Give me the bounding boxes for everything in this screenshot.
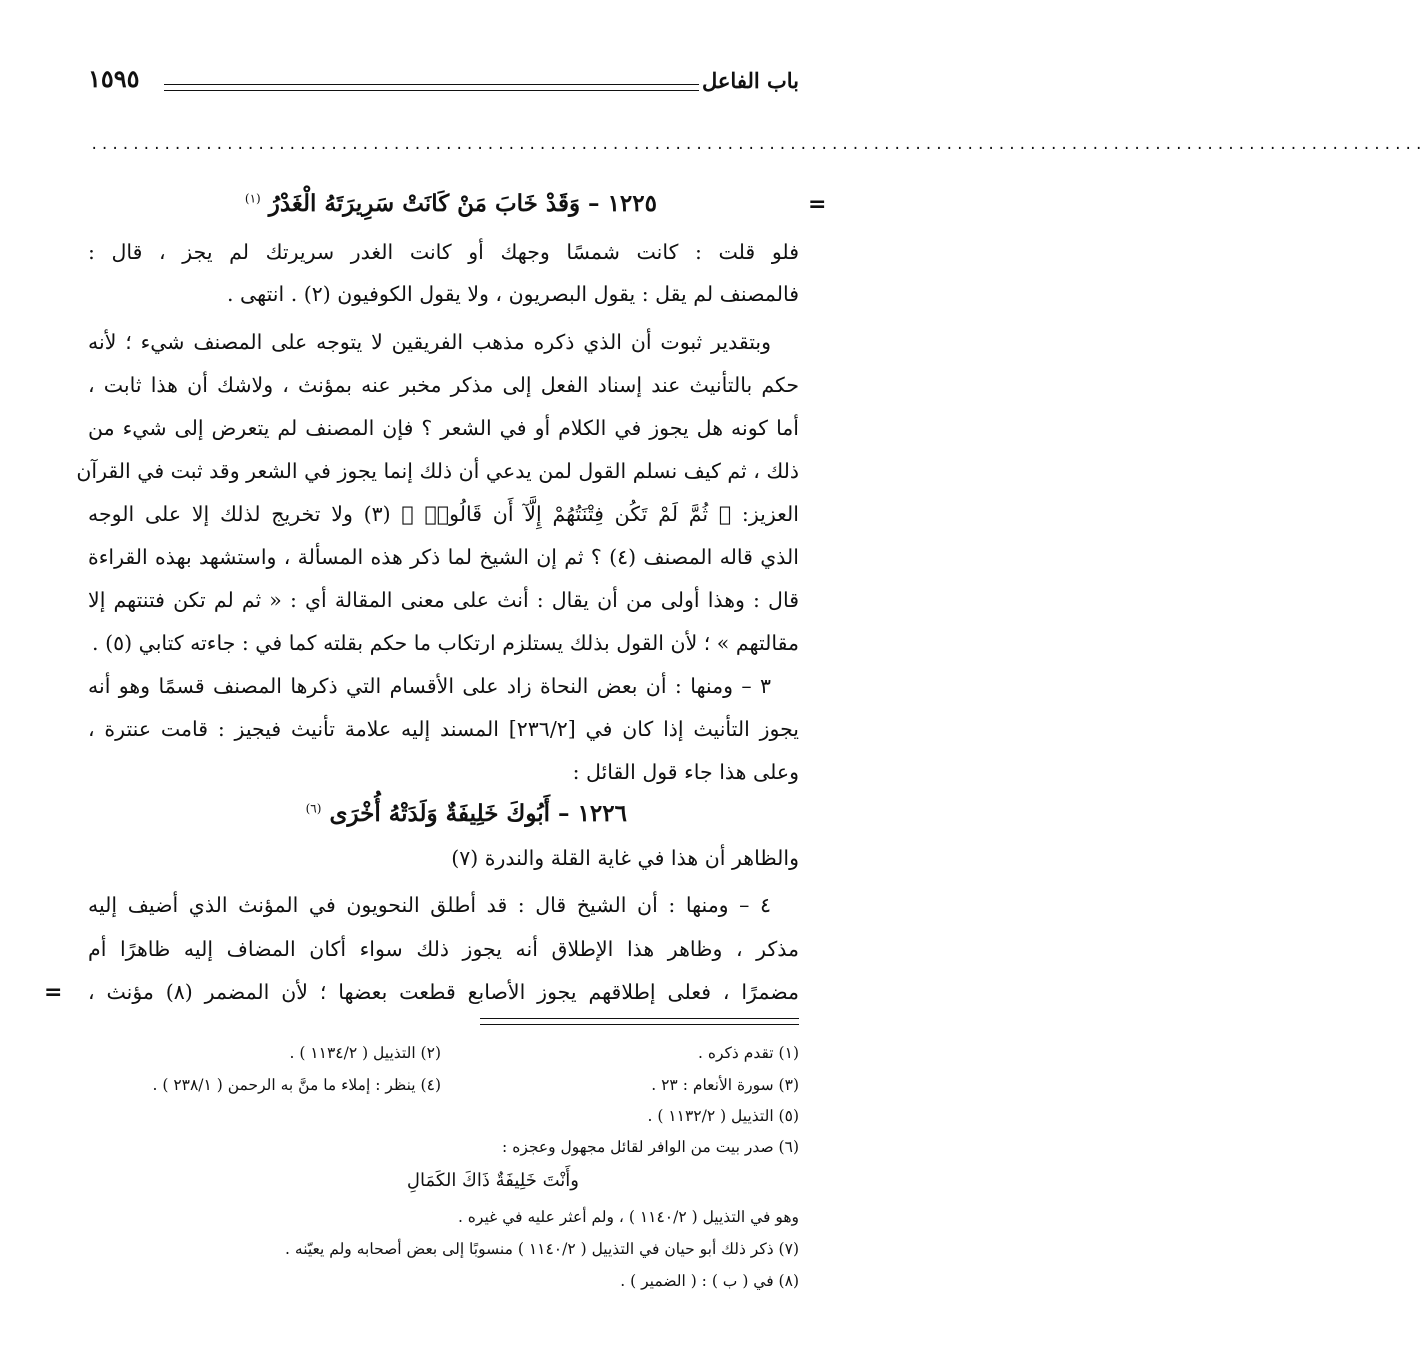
verse-text: ١٢٢٥ – وَقَدْ خَابَ مَنْ كَانَتْ سَرِيرَتَهُ الْغَدْرُ bbox=[268, 190, 657, 217]
body-line: وعلى هذا جاء قول القائل : bbox=[572, 760, 799, 784]
body-line: حكم بالتأنيث عند إسناد الفعل إلى مذكر مخبر عنه بمؤنث ، ولاشك أن هذا ثابت ، bbox=[88, 373, 799, 397]
body-line: ٤ – ومنها : أن الشيخ قال : قد أطلق النحويون في المؤنث الذي أضيف إليه bbox=[88, 893, 771, 917]
body-line: ذلك ، ثم كيف نسلم القول لمن يدعي أن ذلك إنما يجوز في الشعر وقد ثبت في القرآن bbox=[76, 459, 799, 483]
footnote-1: (١) تقدم ذكره . bbox=[698, 1044, 799, 1062]
page-number: ١٥٩٥ bbox=[88, 64, 140, 93]
body-line: فالمصنف لم يقل : يقول البصريون ، ولا يقول الكوفيون (٢) . انتهى . bbox=[227, 282, 799, 306]
verse-1225 bbox=[245, 190, 657, 217]
body-line: والظاهر أن هذا في غاية القلة والندرة (٧) bbox=[451, 846, 799, 870]
margin-mark-top: = bbox=[808, 192, 827, 217]
body-line: ٣ – ومنها : أن بعض النحاة زاد على الأقسام التي ذكرها المصنف قسمًا وهو أنه bbox=[88, 674, 771, 698]
dotted-separator: ................................................................................................................................ bbox=[90, 137, 1425, 153]
footnote-7: (٧) ذكر ذلك أبو حيان في التذييل ( ١١٤٠/٢ ) منسوبًا إلى بعض أصحابه ولم يعيّنه . bbox=[285, 1240, 799, 1258]
body-line: العزيز: ﴿ ثُمَّ لَمْ تَكُن فِتْنَتُهُمْ إِلَّآ أَن قَالُوا۟ ﴾ (٣) ولا تخريج لذلك إلا على الوجه bbox=[88, 502, 799, 526]
body-line: يجوز التأنيث إذا كان في [٢٣٦/٢] المسند إليه علامة تأنيث فيجيز : قامت عنترة ، bbox=[88, 717, 800, 741]
body-line: مقالتهم » ؛ لأن القول بذلك يستلزم ارتكاب ما حكم بقلته كما في : جاءته كتابي (٥) . bbox=[92, 631, 799, 655]
footnote-2: (٢) التذييل ( ١١٣٤/٢ ) . bbox=[289, 1044, 441, 1062]
footnote-rule-double bbox=[480, 1024, 799, 1025]
footnote-rule bbox=[480, 1018, 799, 1019]
margin-mark-bottom: = bbox=[44, 980, 63, 1005]
footnote-5: (٥) التذييل ( ١١٣٢/٢ ) . bbox=[647, 1107, 799, 1125]
body-line: مذكر ، وظاهر هذا الإطلاق أنه يجوز ذلك سواء أكان المضاف إليه ظاهرًا أم bbox=[88, 937, 799, 961]
footnote-ref: (١) bbox=[244, 191, 261, 206]
verse-text: ١٢٢٦ – أَبُوكَ خَلِيفَةٌ وَلَدَتْهُ أُخْرَى bbox=[329, 800, 627, 827]
body-line: أما كونه هل يجوز في الكلام أو في الشعر ؟ فإن المصنف لم يتعرض إلى شيء من bbox=[88, 416, 799, 440]
header-rule-double bbox=[164, 90, 699, 91]
header-rule bbox=[164, 84, 699, 85]
body-line: الذي قاله المصنف (٤) ؟ ثم إن الشيخ لما ذكر هذه المسألة ، واستشهد بهذه القراءة bbox=[88, 545, 799, 569]
chapter-title: باب الفاعل bbox=[701, 68, 799, 93]
verse-1226 bbox=[306, 800, 627, 827]
footnote-ref: (٦) bbox=[305, 801, 322, 816]
body-line: وبتقدير ثبوت أن الذي ذكره مذهب الفريقين لا يتوجه على المصنف شيء ؛ لأنه bbox=[88, 330, 771, 354]
footnote-8: (٨) في ( ب ) : ( الضمير ) . bbox=[620, 1272, 799, 1290]
body-line: مضمرًا ، فعلى إطلاقهم يجوز الأصابع قطعت بعضها ؛ لأن المضمر (٨) مؤنث ، bbox=[88, 980, 799, 1004]
footnote-4: (٤) ينظر : إملاء ما منَّ به الرحمن ( ٢٣٨/١ ) . bbox=[152, 1076, 441, 1094]
footnote-6-note: وهو في التذييل ( ١١٤٠/٢ ) ، ولم أعثر عليه في غيره . bbox=[457, 1208, 799, 1226]
body-line: فلو قلت : كانت شمسًا وجهك أو كانت الغدر سريرتك لم يجز ، قال : bbox=[88, 240, 799, 264]
footnote-3: (٣) سورة الأنعام : ٢٣ . bbox=[651, 1076, 799, 1094]
body-line: قال : وهذا أولى من أن يقال : أنث على معنى المقالة أي : « ثم لم تكن فتنتهم إلا bbox=[88, 588, 799, 612]
footnote-6: (٦) صدر بيت من الوافر لقائل مجهول وعجزه : bbox=[502, 1138, 799, 1156]
footnote-6-verse: وأَنْتَ خَلِيفَةٌ ذَاكَ الكَمَالِ bbox=[406, 1170, 579, 1191]
